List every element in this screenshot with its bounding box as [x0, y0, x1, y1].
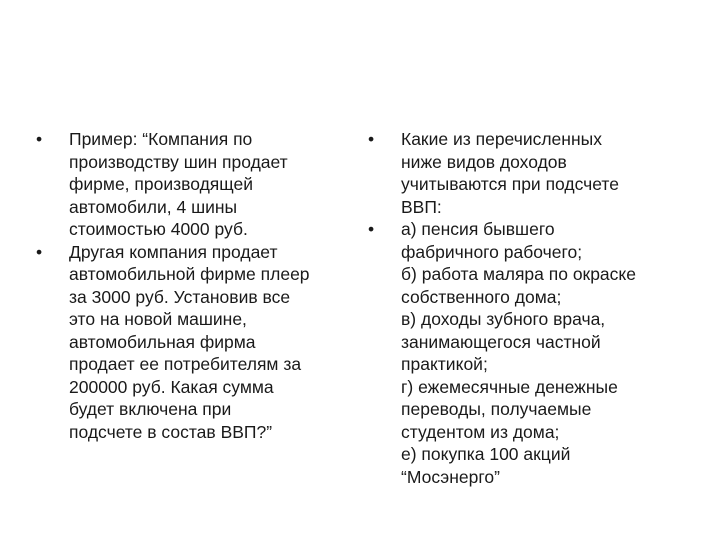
text-line: собственного дома; [401, 286, 562, 307]
text-line: б) работа маляра по окраске [401, 264, 637, 284]
text-line: Пример: “Компания по [69, 129, 253, 149]
right-text-column [368, 128, 668, 488]
bullet-item-example [36, 128, 356, 241]
bullet-point: • [36, 241, 43, 262]
text-line: е) покупка 100 акций [401, 444, 571, 464]
text-line: производству шин продает [69, 151, 288, 172]
text-line: “Мосэнерго” [401, 466, 500, 487]
bullet-point: • [36, 129, 43, 149]
text-line: это на новой машине, [69, 309, 247, 329]
text-line: фабричного рабочего; [401, 241, 583, 262]
text-line: Другая компания продает [69, 241, 278, 262]
text-line: Какие из перечисленных [401, 129, 602, 149]
text-line: 200000 руб. Какая сумма [69, 376, 274, 397]
text-line: фирме, производящей [69, 174, 253, 194]
text-line: ВВП: [401, 196, 442, 217]
left-text-column [36, 128, 356, 443]
text-line: за 3000 руб. Установив все [69, 286, 291, 307]
text-line: будет включена при [69, 399, 232, 419]
text-line: переводы, получаемые [401, 399, 592, 419]
text-line: автомобили, 4 шины [69, 196, 238, 217]
bullet-item-answer-options [368, 218, 668, 488]
text-line: ниже видов доходов [401, 151, 567, 172]
text-line: стоимостью 4000 руб. [69, 219, 248, 239]
text-line: учитываются при подсчете [401, 174, 619, 194]
text-line: студентом из дома; [401, 421, 560, 442]
text-line: автомобильная фирма [69, 331, 256, 352]
text-line: занимающегося частной [401, 331, 601, 352]
text-line: а) пенсия бывшего [401, 219, 555, 239]
text-line: практикой; [401, 354, 488, 374]
bullet-item-question [368, 128, 668, 218]
text-line: г) ежемесячные денежные [401, 376, 618, 397]
bullet-point: • [368, 219, 375, 239]
bullet-item-other-company [36, 241, 356, 444]
text-line: в) доходы зубного врача, [401, 309, 606, 329]
text-line: продает ее потребителям за [69, 354, 302, 374]
text-line: автомобильной фирме плеер [69, 264, 310, 284]
bullet-point: • [368, 129, 375, 149]
text-line: подсчете в состав ВВП?” [69, 421, 273, 442]
